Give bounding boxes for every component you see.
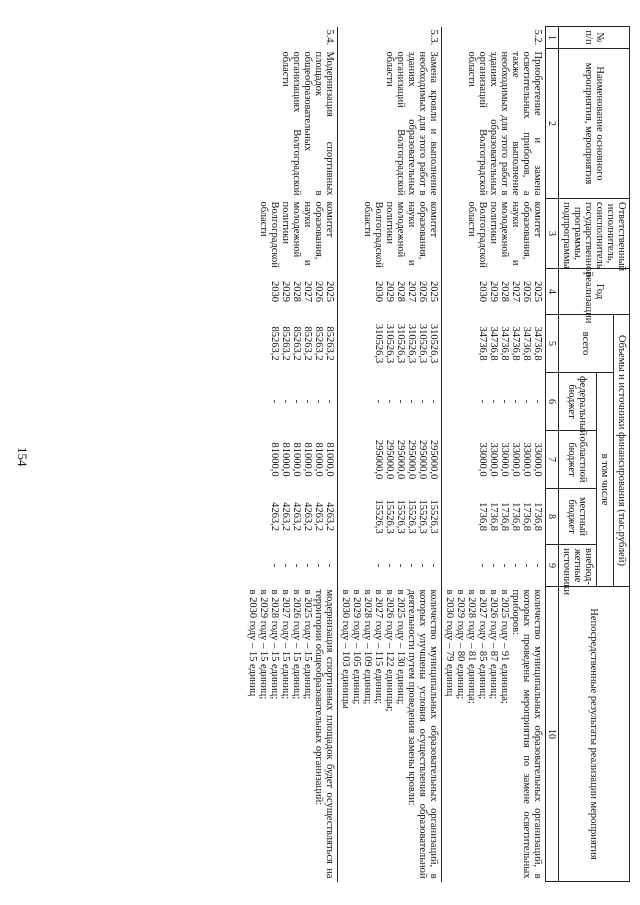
federal-cell: - bbox=[477, 399, 488, 404]
responsible-executor: комитет образования, науки и молодежной политики Волгоградской области bbox=[338, 199, 442, 269]
regional-cell: 81000,0 bbox=[280, 442, 291, 477]
regional-cell: 81000,0 bbox=[302, 442, 313, 477]
page-number: 154 bbox=[15, 447, 30, 467]
header-year: Год реализации bbox=[559, 269, 630, 315]
local-cell: 15526,3 bbox=[428, 499, 439, 534]
header-funding: Объемы и источники финансирования (тыс.рублей) bbox=[614, 315, 630, 587]
results-cell bbox=[338, 587, 442, 882]
federal-cell: - bbox=[417, 399, 428, 404]
total-cells bbox=[442, 315, 546, 373]
total-cell: 310526,3 bbox=[395, 323, 406, 364]
header-number: № п/п bbox=[559, 27, 630, 49]
regional-cell: 81000,0 bbox=[269, 442, 280, 477]
local-cell: 15526,3 bbox=[384, 499, 395, 534]
result-line: в 2029 году – 80 единиц; bbox=[455, 589, 466, 700]
rotated-table-container bbox=[70, 26, 630, 881]
total-cell: 34736,8 bbox=[488, 326, 499, 361]
total-cells bbox=[245, 315, 338, 373]
result-line: в 2029 году – 105 единиц; bbox=[351, 589, 362, 705]
year-cells bbox=[442, 269, 546, 315]
offbudget-cells bbox=[245, 545, 338, 587]
offbudget-cell: - bbox=[510, 563, 521, 568]
local-cell: 15526,3 bbox=[395, 499, 406, 534]
activity-name: Приобретение и замена осветительных приборов, а также выполнение необходимых для этого работ в зданиях образовательных организаций Волгоградской области bbox=[466, 51, 543, 196]
responsible-executor: комитет образования, науки и молодежной политики Волгоградской области bbox=[245, 199, 338, 269]
year-cell: 2030 bbox=[477, 281, 488, 302]
total-cell: 85263,2 bbox=[302, 326, 313, 361]
result-line: модернизация спортивных площадок будет осуществляться на территории общеобразовательных организаций: bbox=[313, 589, 335, 879]
column-number: 3 bbox=[546, 199, 559, 269]
header-including: в том числе bbox=[597, 373, 614, 587]
local-cell: 1736,8 bbox=[477, 502, 488, 531]
year-cell: 2029 bbox=[280, 281, 291, 302]
regional-cells bbox=[338, 431, 442, 489]
year-cell: 2029 bbox=[488, 281, 499, 302]
offbudget-cell: - bbox=[373, 563, 384, 568]
offbudget-cell: - bbox=[302, 563, 313, 568]
year-cell: 2026 bbox=[417, 281, 428, 302]
table-row bbox=[338, 27, 442, 882]
result-line: в 2028 году – 81 единица; bbox=[466, 589, 477, 704]
federal-cell: - bbox=[488, 399, 499, 404]
local-cell: 1736,8 bbox=[488, 502, 499, 531]
regional-cell: 81000,0 bbox=[324, 442, 335, 477]
offbudget-cell: - bbox=[488, 563, 499, 568]
federal-cell: - bbox=[269, 399, 280, 404]
offbudget-cell: - bbox=[521, 563, 532, 568]
total-cell: 34736,8 bbox=[499, 326, 510, 361]
federal-cell: - bbox=[302, 399, 313, 404]
offbudget-cell: - bbox=[406, 563, 417, 568]
local-cell: 4263,2 bbox=[269, 502, 280, 531]
regional-cell: 33000,0 bbox=[488, 442, 499, 477]
regional-cell: 295000,0 bbox=[406, 439, 417, 480]
result-line: в 2025 году – 91 единица; bbox=[499, 589, 510, 704]
total-cell: 85263,2 bbox=[324, 326, 335, 361]
offbudget-cell: - bbox=[324, 563, 335, 568]
result-line: в 2027 году – 85 единиц; bbox=[477, 589, 488, 700]
column-number: 10 bbox=[546, 587, 559, 882]
federal-cells bbox=[442, 373, 546, 431]
result-line: в 2027 году – 15 единиц; bbox=[280, 589, 291, 700]
total-cell: 310526,3 bbox=[384, 323, 395, 364]
offbudget-cell: - bbox=[291, 563, 302, 568]
offbudget-cell: - bbox=[269, 563, 280, 568]
result-line: в 2030 году – 15 единиц bbox=[247, 589, 258, 697]
federal-cell: - bbox=[280, 399, 291, 404]
year-cell: 2025 bbox=[532, 281, 543, 302]
regional-cell: 295000,0 bbox=[428, 439, 439, 480]
year-cell: 2030 bbox=[269, 281, 280, 302]
responsible-executor: комитет образования, науки и молодежной политики Волгоградской области bbox=[466, 201, 543, 268]
header-executor: Ответственный исполнитель, соисполнитель государственной программы, подпрограммы bbox=[559, 199, 630, 269]
year-cell: 2026 bbox=[521, 281, 532, 302]
regional-cell: 295000,0 bbox=[417, 439, 428, 480]
total-cell: 34736,8 bbox=[532, 326, 543, 361]
column-number: 1 bbox=[546, 27, 559, 49]
row-number: 5.3. bbox=[338, 27, 442, 49]
column-number: 5 bbox=[546, 315, 559, 373]
total-cell: 310526,3 bbox=[417, 323, 428, 364]
local-cell: 4263,2 bbox=[302, 502, 313, 531]
header-regional: областной бюджет bbox=[559, 431, 597, 489]
result-line: в 2027 году – 115 единиц; bbox=[373, 589, 384, 705]
row-number: 5.2. bbox=[532, 29, 543, 46]
local-cell: 1736,8 bbox=[510, 502, 521, 531]
local-cells bbox=[245, 489, 338, 545]
header-row-1 bbox=[614, 27, 630, 882]
total-cell: 310526,3 bbox=[406, 323, 417, 364]
regional-cell: 33000,0 bbox=[510, 442, 521, 477]
offbudget-cell: - bbox=[428, 563, 439, 568]
table-row bbox=[442, 27, 546, 882]
local-cell: 1736,8 bbox=[499, 502, 510, 531]
regional-cell: 81000,0 bbox=[313, 442, 324, 477]
year-cell: 2027 bbox=[406, 281, 417, 302]
federal-cell: - bbox=[406, 399, 417, 404]
regional-cell: 295000,0 bbox=[395, 439, 406, 480]
result-line: в 2025 году – 15 единиц; bbox=[302, 589, 313, 700]
year-cell: 2028 bbox=[499, 281, 510, 302]
result-line: в 2028 году – 109 единиц; bbox=[362, 589, 373, 705]
column-number: 8 bbox=[546, 489, 559, 545]
offbudget-cell: - bbox=[532, 563, 543, 568]
year-cell: 2029 bbox=[384, 281, 395, 302]
year-cell: 2025 bbox=[324, 281, 335, 302]
column-number: 9 bbox=[546, 545, 559, 587]
row-number: 5.4. bbox=[245, 27, 338, 49]
total-cell: 34736,8 bbox=[510, 326, 521, 361]
regional-cells bbox=[245, 431, 338, 489]
local-cell: 4263,2 bbox=[313, 502, 324, 531]
total-cells bbox=[338, 315, 442, 373]
header-local: местный бюджет bbox=[559, 489, 597, 545]
local-cell: 1736,8 bbox=[521, 502, 532, 531]
total-cell: 85263,2 bbox=[269, 326, 280, 361]
header-federal: федеральный бюджет bbox=[559, 373, 597, 431]
local-cells bbox=[338, 489, 442, 545]
federal-cell: - bbox=[384, 399, 395, 404]
results-cell bbox=[442, 587, 546, 882]
offbudget-cell: - bbox=[395, 563, 406, 568]
offbudget-cell: - bbox=[477, 563, 488, 568]
header-offbudget: внебюд-жетные источники bbox=[559, 545, 597, 587]
year-cell: 2028 bbox=[395, 281, 406, 302]
year-cell: 2028 bbox=[291, 281, 302, 302]
federal-cell: - bbox=[532, 399, 543, 404]
local-cell: 15526,3 bbox=[373, 499, 384, 534]
result-line: в 2028 году – 15 единиц; bbox=[269, 589, 280, 700]
local-cells bbox=[442, 489, 546, 545]
local-cell: 1736,8 bbox=[532, 502, 543, 531]
regional-cells bbox=[442, 431, 546, 489]
federal-cell: - bbox=[395, 399, 406, 404]
column-number: 7 bbox=[546, 431, 559, 489]
local-cell: 4263,2 bbox=[324, 502, 335, 531]
federal-cells bbox=[245, 373, 338, 431]
year-cell: 2027 bbox=[302, 281, 313, 302]
result-line: в 2026 году – 122 единицы; bbox=[384, 589, 395, 712]
federal-cells bbox=[338, 373, 442, 431]
federal-cell: - bbox=[499, 399, 510, 404]
regional-cell: 33000,0 bbox=[521, 442, 532, 477]
local-cell: 4263,2 bbox=[291, 502, 302, 531]
results-cell bbox=[245, 587, 338, 882]
result-line: в 2026 году – 15 единиц; bbox=[291, 589, 302, 700]
total-cell: 34736,8 bbox=[477, 326, 488, 361]
offbudget-cell: - bbox=[280, 563, 291, 568]
result-line: в 2026 году – 87 единиц; bbox=[488, 589, 499, 700]
column-number: 6 bbox=[546, 373, 559, 431]
local-cell: 15526,3 bbox=[406, 499, 417, 534]
federal-cell: - bbox=[313, 399, 324, 404]
offbudget-cell: - bbox=[384, 563, 395, 568]
total-cell: 85263,2 bbox=[291, 326, 302, 361]
federal-cell: - bbox=[510, 399, 521, 404]
federal-cell: - bbox=[373, 399, 384, 404]
header-column-numbers bbox=[546, 27, 559, 882]
year-cells bbox=[245, 269, 338, 315]
table-body bbox=[245, 27, 546, 882]
activity-name: Модернизация спортивных площадок в общеобразовательных организациях Волгоградской области bbox=[245, 49, 338, 199]
total-cell: 85263,2 bbox=[313, 326, 324, 361]
regional-cell: 81000,0 bbox=[291, 442, 302, 477]
column-number: 4 bbox=[546, 269, 559, 315]
regional-cell: 295000,0 bbox=[373, 439, 384, 480]
program-table bbox=[245, 26, 630, 882]
year-cell: 2025 bbox=[428, 281, 439, 302]
table-row bbox=[245, 27, 338, 882]
result-line: количество муниципальных образовательных организаций, в которых проведены мероприятия по замене осветительных приборов: bbox=[510, 589, 543, 879]
header-name: Наименование основного мероприятия, мероприятия bbox=[559, 49, 630, 199]
federal-cell: - bbox=[324, 399, 335, 404]
local-cell: 4263,2 bbox=[280, 502, 291, 531]
activity-name: Замена кровли и выполнение необходимых для этого работ в зданиях образовательных организаций Волгоградской области bbox=[338, 49, 442, 199]
offbudget-cell: - bbox=[499, 563, 510, 568]
total-cell: 34736,8 bbox=[521, 326, 532, 361]
result-line: в 2030 году – 79 единиц bbox=[444, 589, 455, 697]
year-cells bbox=[338, 269, 442, 315]
offbudget-cell: - bbox=[417, 563, 428, 568]
offbudget-cells bbox=[338, 545, 442, 587]
total-cell: 85263,2 bbox=[280, 326, 291, 361]
header-results: Непосредственные результаты реализации мероприятия bbox=[559, 587, 630, 882]
result-line: в 2025 году – 130 единиц; bbox=[395, 589, 406, 705]
regional-cell: 33000,0 bbox=[532, 442, 543, 477]
regional-cell: 33000,0 bbox=[499, 442, 510, 477]
regional-cell: 33000,0 bbox=[477, 442, 488, 477]
result-line: количество муниципальных образовательных организаций, в которых улучшены условия осуществления образовательной деятельности путем проведения замены кровли: bbox=[406, 589, 439, 879]
header-total: всего bbox=[559, 315, 614, 373]
result-line: в 2030 году – 103 единицы bbox=[340, 589, 351, 709]
local-cell: 15526,3 bbox=[417, 499, 428, 534]
offbudget-cell: - bbox=[313, 563, 324, 568]
result-line: в 2029 году – 15 единиц; bbox=[258, 589, 269, 700]
year-cell: 2026 bbox=[313, 281, 324, 302]
year-cell: 2030 bbox=[373, 281, 384, 302]
offbudget-cells bbox=[442, 545, 546, 587]
column-number: 2 bbox=[546, 49, 559, 199]
year-cell: 2027 bbox=[510, 281, 521, 302]
federal-cell: - bbox=[521, 399, 532, 404]
total-cell: 310526,3 bbox=[428, 323, 439, 364]
regional-cell: 295000,0 bbox=[384, 439, 395, 480]
total-cell: 310526,3 bbox=[373, 323, 384, 364]
federal-cell: - bbox=[428, 399, 439, 404]
federal-cell: - bbox=[291, 399, 302, 404]
